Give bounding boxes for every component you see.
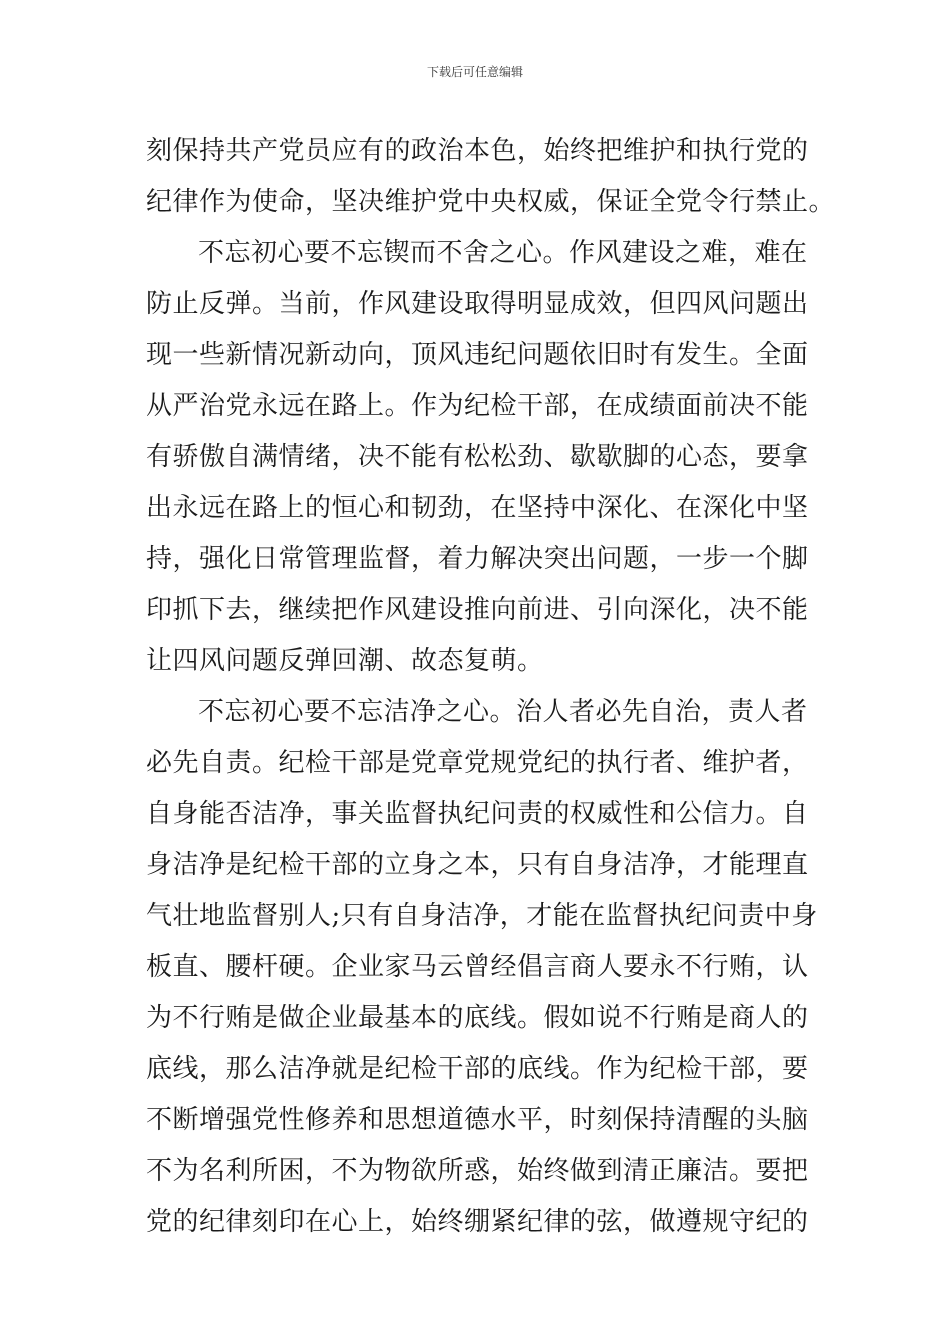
text-line: 为不行贿是做企业最基本的底线。假如说不行贿是商人的 <box>146 1003 809 1033</box>
text-line: 自身能否洁净，事关监督执纪问责的权威性和公信力。自 <box>146 799 809 829</box>
document-body <box>146 126 836 1248</box>
text-line: 不为名利所困，不为物欲所惑，始终做到清正廉洁。要把 <box>146 1156 809 1186</box>
text-line: 身洁净是纪检干部的立身之本，只有自身洁净，才能理直 <box>146 850 809 880</box>
text-line: 出永远在路上的恒心和韧劲，在坚持中深化、在深化中坚 <box>146 493 809 523</box>
paragraph-2 <box>146 228 808 687</box>
text-line: 现一些新情况新动向，顶风违纪问题依旧时有发生。全面 <box>146 340 809 370</box>
text-line: 有骄傲自满情绪，决不能有松松劲、歇歇脚的心态，要拿 <box>146 442 809 472</box>
paragraph-3 <box>146 687 818 1248</box>
text-line: 不忘初心要不忘锲而不舍之心。作风建设之难，难在 <box>198 238 808 268</box>
text-line: 让四风问题反弹回潮、故态复萌。 <box>146 646 544 676</box>
text-line: 印抓下去，继续把作风建设推向前进、引向深化，决不能 <box>146 595 809 625</box>
text-line: 党的纪律刻印在心上，始终绷紧纪律的弦，做遵规守纪的 <box>146 1207 809 1237</box>
text-line: 气壮地监督别人;只有自身洁净，才能在监督执纪问责中身 <box>146 901 818 931</box>
text-line: 必先自责。纪检干部是党章党规党纪的执行者、维护者， <box>146 748 809 778</box>
text-line: 持，强化日常管理监督，着力解决突出问题，一步一个脚 <box>146 544 809 574</box>
text-line: 板直、腰杆硬。企业家马云曾经倡言商人要永不行贿，认 <box>146 952 809 982</box>
text-line: 纪律作为使命，坚决维护党中央权威，保证全党令行禁止。 <box>146 187 836 217</box>
paragraph-1 <box>146 126 836 228</box>
text-line: 底线，那么洁净就是纪检干部的底线。作为纪检干部，要 <box>146 1054 809 1084</box>
text-line: 防止反弹。当前，作风建设取得明显成效，但四风问题出 <box>146 289 809 319</box>
text-line: 刻保持共产党员应有的政治本色，始终把维护和执行党的 <box>146 136 809 166</box>
text-line: 从严治党永远在路上。作为纪检干部，在成绩面前决不能 <box>146 391 809 421</box>
text-line: 不断增强党性修养和思想道德水平，时刻保持清醒的头脑 <box>146 1105 809 1135</box>
page-header: 下载后可任意编辑 <box>426 65 523 79</box>
text-line: 不忘初心要不忘洁净之心。治人者必先自治，责人者 <box>198 697 808 727</box>
